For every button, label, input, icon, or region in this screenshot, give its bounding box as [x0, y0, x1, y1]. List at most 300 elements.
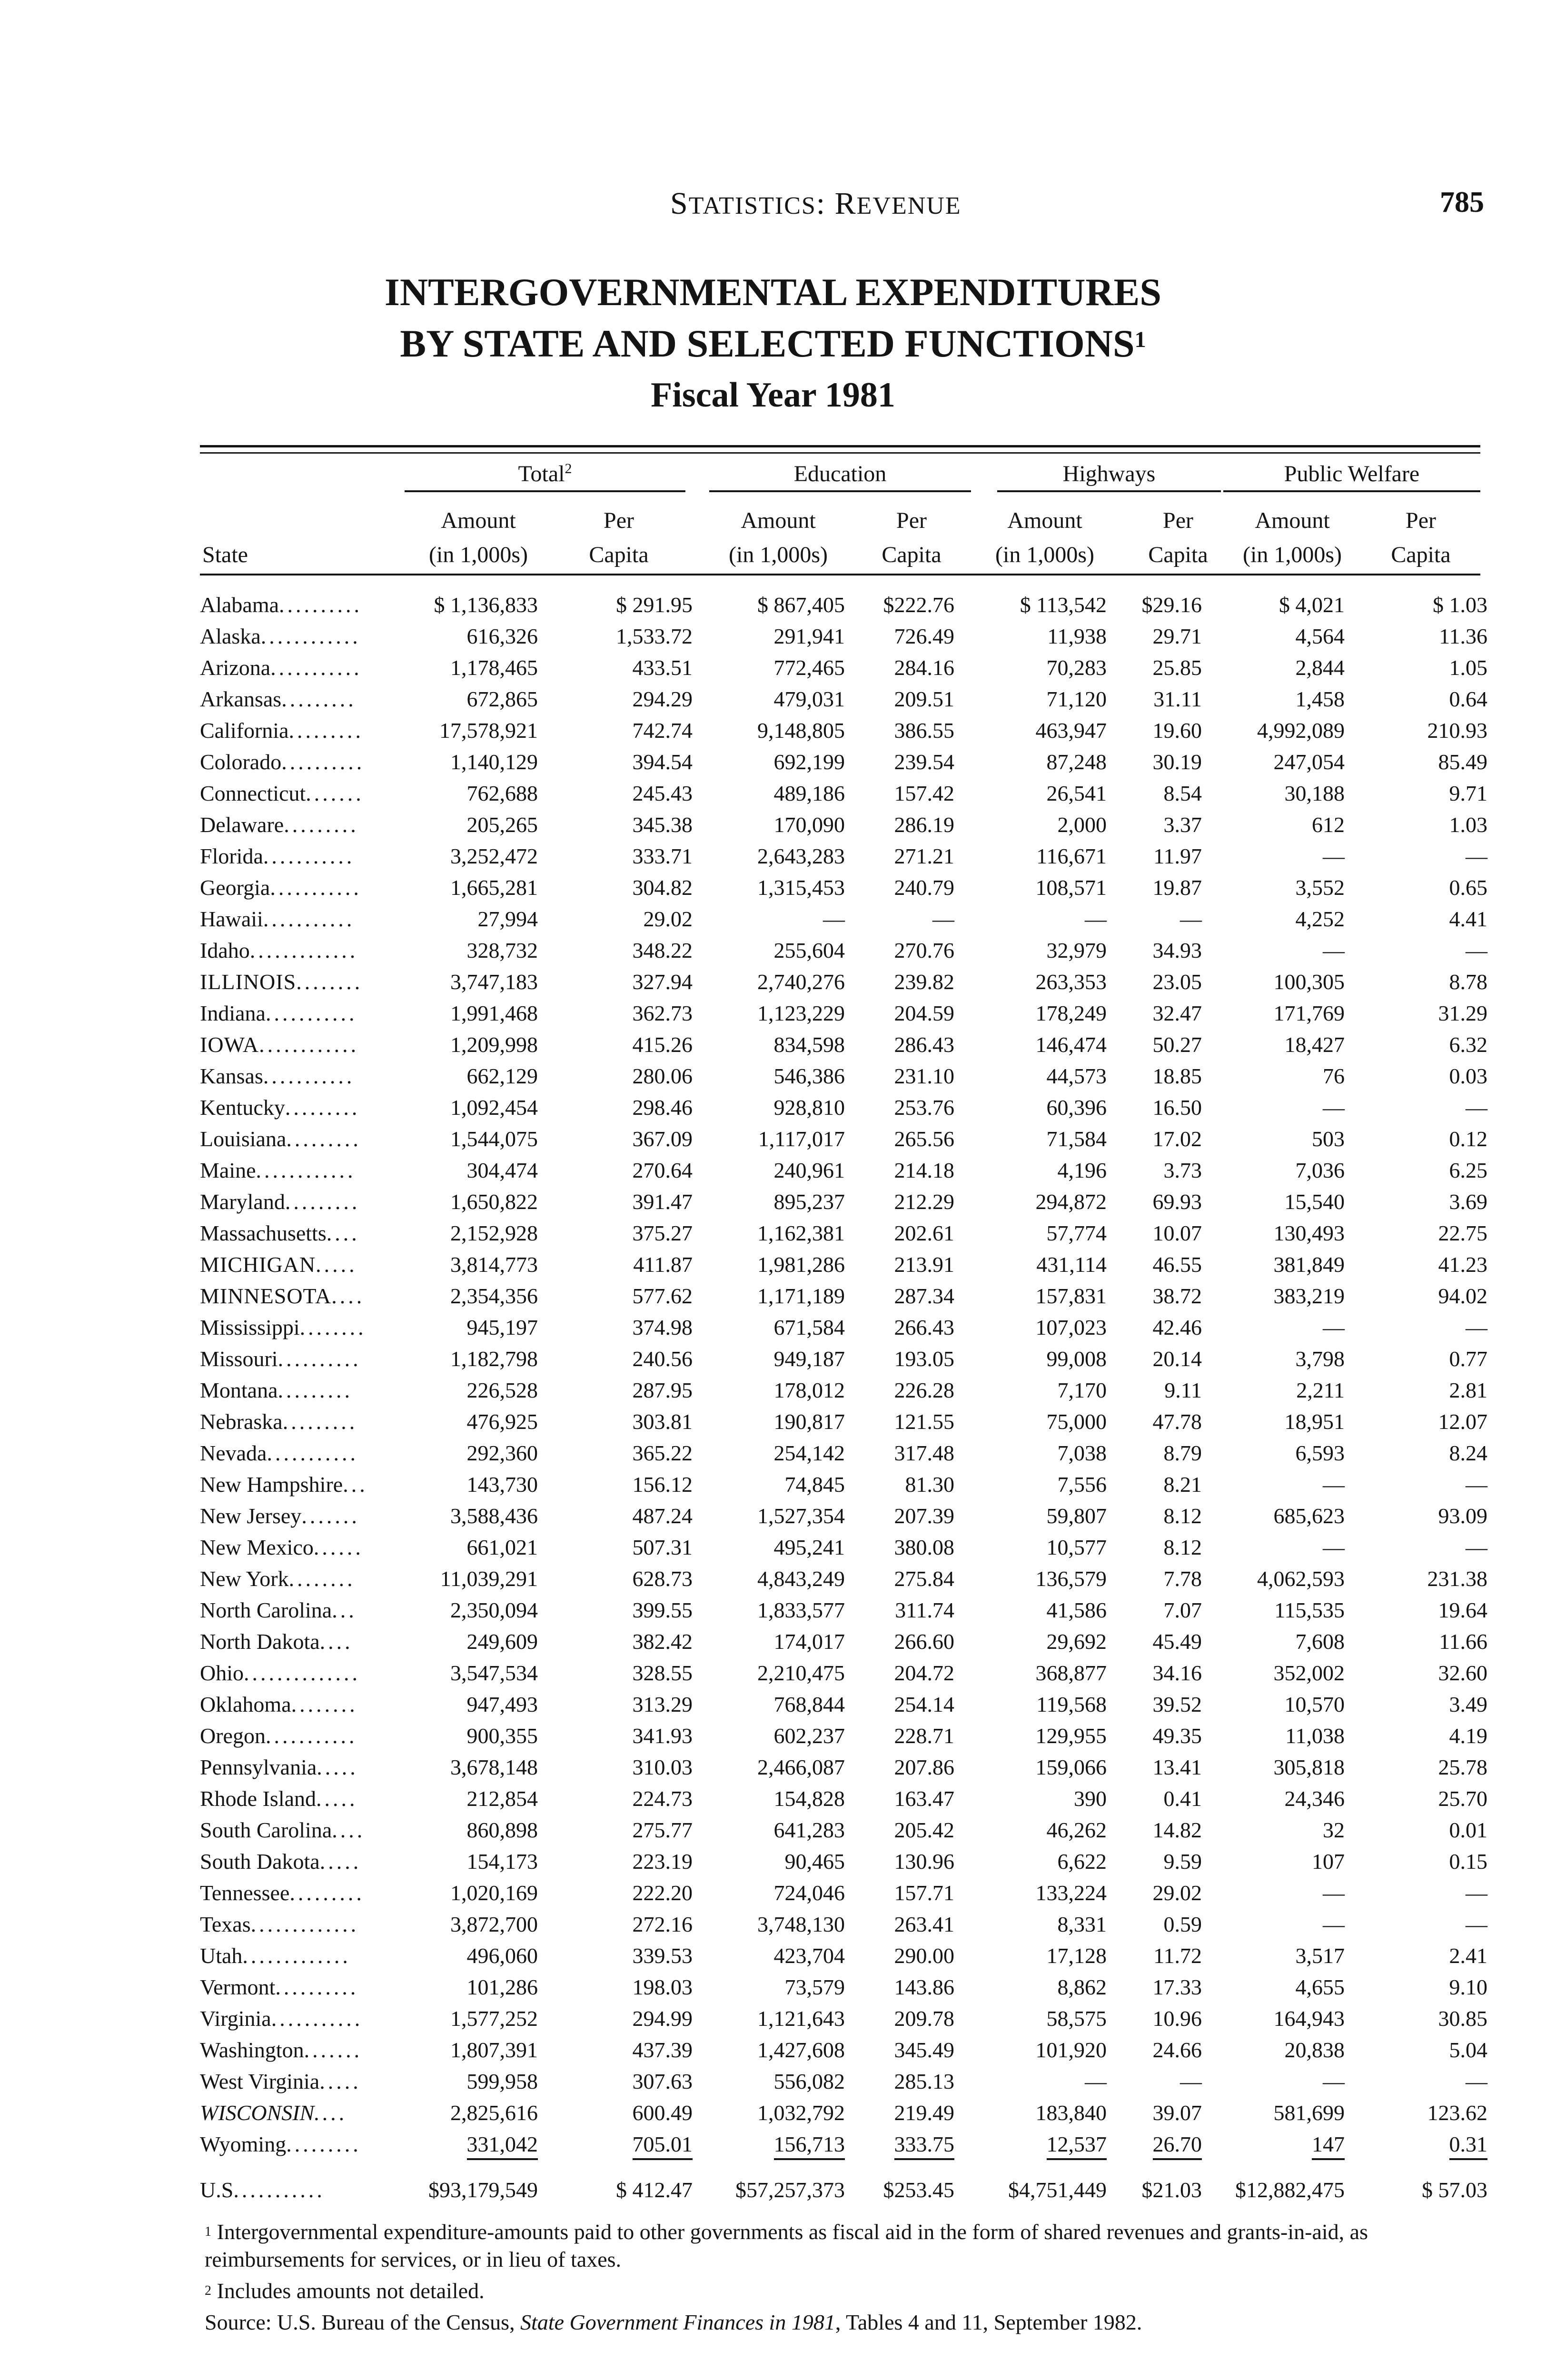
cell-hwy: 11,938: [1047, 624, 1107, 648]
cell-total: 1,178,465: [450, 655, 538, 680]
state-name: Connecticut.......: [200, 781, 364, 805]
footnotes: [205, 2218, 1490, 2340]
cell-hwy: 119,568: [1036, 1692, 1107, 1716]
state-name: WISCONSIN....: [200, 2101, 348, 2125]
cell-edu: 602,237: [773, 1724, 845, 1748]
cell-edu: 1,427,608: [757, 2038, 845, 2062]
table-row: [200, 1375, 1487, 1406]
cell-total-pc: 382.42: [632, 1629, 693, 1654]
state-name: Utah.............: [200, 1944, 351, 1968]
cell-total-pc: 362.73: [632, 1001, 693, 1025]
cell-wel-pc: —: [1466, 2069, 1487, 2093]
cell-total-pc: 600.49: [632, 2101, 693, 2125]
cell-wel: 6,593: [1295, 1441, 1345, 1465]
cell-hwy: 390: [1074, 1786, 1107, 1811]
cell-wel: 76: [1323, 1064, 1345, 1088]
cell-wel-pc: 30.85: [1438, 2006, 1487, 2031]
cell-total: 1,092,454: [450, 1095, 538, 1120]
cell-edu: 74,845: [784, 1472, 845, 1497]
table-row: [200, 2034, 1487, 2066]
table-row: [200, 935, 1487, 966]
cell-edu: 1,162,381: [757, 1221, 845, 1245]
cell-total-pc: 333.71: [632, 844, 693, 868]
table-row: [200, 1783, 1487, 1815]
cell-total-pc: 313.29: [632, 1692, 693, 1716]
cell-hwy-pc: 9.59: [1163, 1849, 1202, 1874]
cell-edu-pc: 81.30: [905, 1472, 954, 1497]
cell-edu: $ 867,405: [757, 593, 845, 617]
cell-wel-pc: —: [1466, 938, 1487, 962]
cell-total-pc: 224.73: [632, 1786, 693, 1811]
table-row: [200, 1595, 1487, 1626]
cell-wel-pc: —: [1466, 1095, 1487, 1120]
cell-edu: 546,386: [773, 1064, 845, 1088]
cell-wel: 381,849: [1273, 1252, 1345, 1277]
cell-total-pc: 437.39: [632, 2038, 693, 2062]
cell-hwy-pc: 25.85: [1152, 655, 1202, 680]
table-row: [200, 809, 1487, 841]
cell-edu-pc: 286.19: [894, 813, 954, 837]
cell-edu: 479,031: [773, 687, 845, 711]
cell-wel: 24,346: [1284, 1786, 1345, 1811]
cell-total: 476,925: [466, 1409, 538, 1434]
cell-total-pc: $ 412.47: [616, 2178, 693, 2202]
cell-hwy-pc: 49.35: [1152, 1724, 1202, 1748]
group-heading-2: Highways: [1062, 461, 1156, 486]
state-name: Ohio..............: [200, 1661, 360, 1685]
column-heading-amount-6: Amount (in 1,000s): [1243, 508, 1342, 567]
cell-edu-pc: 212.29: [894, 1190, 954, 1214]
cell-total: 599,958: [466, 2069, 538, 2093]
state-name: Washington.......: [200, 2038, 363, 2062]
cell-wel: 15,540: [1284, 1190, 1345, 1214]
cell-wel: 1,458: [1295, 687, 1345, 711]
table-row: [200, 841, 1487, 872]
column-heading-per-3: Per Capita: [882, 508, 941, 567]
cell-total: 496,060: [466, 1944, 538, 1968]
cell-hwy: 7,038: [1057, 1441, 1107, 1465]
cell-hwy-pc: 8.79: [1163, 1441, 1202, 1465]
table-row: [200, 2003, 1487, 2034]
state-name: Nevada...........: [200, 1441, 358, 1465]
cell-edu-pc: 726.49: [894, 624, 954, 648]
cell-total: 1,577,252: [450, 2006, 538, 2031]
table-row: [200, 1815, 1487, 1846]
cell-wel-pc: 31.29: [1438, 1001, 1487, 1025]
cell-wel: 4,655: [1295, 1975, 1345, 1999]
cell-hwy: 108,571: [1035, 875, 1107, 900]
cell-edu: 254,142: [773, 1441, 845, 1465]
cell-hwy: 107,023: [1035, 1315, 1107, 1339]
group-heading-1: Education: [793, 461, 887, 486]
cell-wel: 171,769: [1273, 1001, 1345, 1025]
cell-edu: 768,844: [773, 1692, 845, 1716]
state-name: Idaho.............: [200, 938, 358, 962]
cell-hwy-pc: 9.11: [1164, 1378, 1202, 1402]
cell-hwy-pc: 7.07: [1163, 1598, 1202, 1622]
top-rule-2: [200, 452, 1480, 454]
table-row: [200, 1689, 1487, 1720]
cell-wel: 164,943: [1273, 2006, 1345, 2031]
cell-hwy-pc: 8.54: [1163, 781, 1202, 805]
cell-hwy: 26,541: [1046, 781, 1107, 805]
cell-total: $93,179,549: [428, 2178, 538, 2202]
cell-total: 1,991,468: [450, 1001, 538, 1025]
cell-total: 762,688: [466, 781, 538, 805]
cell-total-pc: 415.26: [632, 1032, 693, 1057]
cell-total: 1,140,129: [450, 750, 538, 774]
cell-hwy: 46,262: [1046, 1818, 1107, 1842]
cell-hwy: $ 113,542: [1020, 593, 1107, 617]
cell-hwy: 8,862: [1057, 1975, 1107, 1999]
cell-hwy-pc: 3.37: [1163, 813, 1202, 837]
cell-wel-pc: 2.81: [1449, 1378, 1487, 1402]
cell-total: 1,182,798: [450, 1347, 538, 1371]
cell-edu-pc: 333.75: [845, 2129, 954, 2160]
state-name: Nebraska.........: [200, 1409, 358, 1434]
cell-total-pc: 270.64: [632, 1158, 693, 1182]
cell-total: 661,021: [466, 1535, 538, 1559]
cell-wel: 4,564: [1295, 624, 1345, 648]
table-row: [200, 1406, 1487, 1438]
cell-hwy: 8,331: [1057, 1912, 1107, 1936]
cell-edu: 291,941: [773, 624, 845, 648]
table-row: [200, 1626, 1487, 1657]
table-row: [200, 998, 1487, 1029]
cell-wel-pc: 19.64: [1438, 1598, 1487, 1622]
cell-wel: 7,036: [1295, 1158, 1345, 1182]
cell-wel-pc: 2.41: [1449, 1944, 1487, 1968]
cell-wel-pc: 94.02: [1438, 1284, 1487, 1308]
cell-edu-pc: 266.60: [894, 1629, 954, 1654]
state-name: MINNESOTA....: [200, 1284, 365, 1308]
cell-wel-pc: 4.19: [1449, 1724, 1487, 1748]
cell-wel: —: [1323, 844, 1345, 868]
cell-wel: 3,552: [1295, 875, 1345, 900]
cell-edu-pc: 287.34: [894, 1284, 954, 1308]
state-name: Georgia...........: [200, 875, 362, 900]
cell-total: 17,578,921: [439, 718, 538, 743]
cell-wel: 4,252: [1295, 907, 1345, 931]
table-row: [200, 1657, 1487, 1689]
cell-total: 1,544,075: [450, 1127, 538, 1151]
cell-hwy-pc: 32.47: [1152, 1001, 1202, 1025]
cell-wel-pc: 5.04: [1449, 2038, 1487, 2062]
cell-edu-pc: 204.59: [894, 1001, 954, 1025]
cell-edu: 692,199: [773, 750, 845, 774]
cell-total-pc: 29.02: [643, 907, 693, 931]
cell-total-pc: 298.46: [632, 1095, 693, 1120]
cell-total: 3,588,436: [450, 1504, 538, 1528]
cell-edu: 489,186: [773, 781, 845, 805]
cell-edu: 3,748,130: [757, 1912, 845, 1936]
cell-total-pc: 367.09: [632, 1127, 693, 1151]
cell-edu: 90,465: [784, 1849, 845, 1874]
cell-wel: 247,054: [1273, 750, 1345, 774]
cell-total-pc: 628.73: [632, 1567, 693, 1591]
cell-total-pc: 577.62: [632, 1284, 693, 1308]
cell-hwy-pc: 69.93: [1152, 1190, 1202, 1214]
cell-wel: 32: [1323, 1818, 1345, 1842]
cell-total-pc: 287.95: [632, 1378, 693, 1402]
cell-hwy-pc: 10.96: [1152, 2006, 1202, 2031]
cell-edu: 154,828: [773, 1786, 845, 1811]
table-row: [200, 778, 1487, 809]
table-row: [200, 1061, 1487, 1092]
cell-total-pc: 507.31: [632, 1535, 693, 1559]
cell-total-pc: 327.94: [632, 970, 693, 994]
cell-edu: 170,090: [773, 813, 845, 837]
cell-edu-pc: 311.74: [895, 1598, 954, 1622]
cell-edu: 1,117,017: [758, 1127, 845, 1151]
cell-total: 328,732: [466, 938, 538, 962]
cell-edu-pc: 121.55: [894, 1409, 954, 1434]
cell-wel: —: [1323, 1912, 1345, 1936]
cell-wel-pc: 0.31: [1345, 2129, 1487, 2160]
cell-edu-pc: 290.00: [894, 1944, 954, 1968]
cell-hwy: 17,128: [1046, 1944, 1107, 1968]
cell-hwy: 87,248: [1046, 750, 1107, 774]
table-row: [200, 1092, 1487, 1123]
cell-total: 616,326: [466, 624, 538, 648]
cell-hwy-pc: 42.46: [1152, 1315, 1202, 1339]
cell-hwy: 70,283: [1046, 655, 1107, 680]
cell-total-pc: 391.47: [632, 1190, 693, 1214]
cell-hwy-pc: 3.73: [1163, 1158, 1202, 1182]
state-name: Oklahoma........: [200, 1692, 358, 1716]
cell-wel: 130,493: [1273, 1221, 1345, 1245]
state-name: Delaware.........: [200, 813, 359, 837]
cell-edu-pc: 209.51: [894, 687, 954, 711]
column-heading-per-7: Per Capita: [1391, 508, 1451, 567]
cell-wel-pc: $ 1.03: [1433, 593, 1487, 617]
cell-total: 331,042: [409, 2129, 538, 2160]
cell-wel-pc: 3.49: [1449, 1692, 1487, 1716]
cell-total-pc: 742.74: [632, 718, 693, 743]
state-name: West Virginia.....: [200, 2069, 361, 2093]
cell-edu-pc: 163.47: [894, 1786, 954, 1811]
cell-wel-pc: 3.69: [1449, 1190, 1487, 1214]
cell-wel-pc: 210.93: [1427, 718, 1487, 743]
cell-total-pc: 374.98: [632, 1315, 693, 1339]
cell-total-pc: 294.99: [632, 2006, 693, 2031]
cell-hwy-pc: 19.87: [1152, 875, 1202, 900]
cell-hwy-pc: 8.21: [1163, 1472, 1202, 1497]
cell-wel-pc: 1.03: [1449, 813, 1487, 837]
table-row: [200, 1438, 1487, 1469]
cell-wel: 7,608: [1295, 1629, 1345, 1654]
group-heading-0: Total$^2$: [518, 461, 572, 486]
cell-hwy-pc: 16.50: [1152, 1095, 1202, 1120]
state-name: Maryland.........: [200, 1190, 360, 1214]
cell-hwy-pc: 0.59: [1163, 1912, 1202, 1936]
cell-wel-pc: 0.12: [1449, 1127, 1487, 1151]
cell-wel: 503: [1312, 1127, 1345, 1151]
state-name: Hawaii...........: [200, 907, 355, 931]
cell-wel-pc: 8.24: [1449, 1441, 1487, 1465]
cell-hwy: 29,692: [1046, 1629, 1107, 1654]
table-row: [200, 715, 1487, 746]
cell-wel-pc: —: [1466, 1535, 1487, 1559]
cell-edu-pc: 157.71: [894, 1881, 954, 1905]
cell-hwy-pc: 19.60: [1152, 718, 1202, 743]
cell-total: 1,020,169: [450, 1881, 538, 1905]
state-name: Maine............: [200, 1158, 356, 1182]
cell-wel-pc: 0.77: [1449, 1347, 1487, 1371]
cell-total: 1,209,998: [450, 1032, 538, 1057]
cell-edu: 556,082: [773, 2069, 845, 2093]
cell-total: 154,173: [466, 1849, 538, 1874]
cell-wel: $ 4,021: [1279, 593, 1345, 617]
cell-total: 212,854: [466, 1786, 538, 1811]
cell-hwy: 368,877: [1035, 1661, 1107, 1685]
cell-wel: —: [1323, 1095, 1345, 1120]
cell-edu-pc: 239.82: [894, 970, 954, 994]
cell-total: 945,197: [466, 1315, 538, 1339]
table-row: [200, 1343, 1487, 1375]
cell-hwy: 116,671: [1036, 844, 1107, 868]
cell-hwy-pc: $29.16: [1141, 593, 1202, 617]
state-name: U.S...........: [200, 2178, 325, 2202]
cell-edu-pc: 239.54: [894, 750, 954, 774]
state-name: Rhode Island.....: [200, 1786, 358, 1811]
cell-hwy: 263,353: [1035, 970, 1107, 994]
cell-total-pc: 365.22: [632, 1441, 693, 1465]
cell-wel-pc: 11.36: [1439, 624, 1487, 648]
title-line-3: Fiscal Year 1981: [651, 376, 895, 415]
cell-hwy-pc: 11.97: [1153, 844, 1202, 868]
cell-edu-pc: 254.14: [894, 1692, 954, 1716]
table-row: [200, 621, 1487, 652]
cell-total: 292,360: [466, 1441, 538, 1465]
cell-total-pc: 399.55: [632, 1598, 693, 1622]
cell-total: 3,547,534: [450, 1661, 538, 1685]
cell-hwy-pc: 47.78: [1152, 1409, 1202, 1434]
cell-total: 860,898: [466, 1818, 538, 1842]
cell-total: 226,528: [466, 1378, 538, 1402]
state-name: New Jersey.......: [200, 1504, 360, 1528]
state-name: South Dakota.....: [200, 1849, 362, 1874]
column-heading-per-1: Per Capita: [589, 508, 649, 567]
cell-hwy-pc: 17.02: [1152, 1127, 1202, 1151]
cell-edu: 255,604: [773, 938, 845, 962]
table-row: [200, 1500, 1487, 1532]
cell-hwy: 75,000: [1046, 1409, 1107, 1434]
cell-edu-pc: 214.18: [894, 1158, 954, 1182]
cell-hwy: 294,872: [1035, 1190, 1107, 1214]
state-name: New Mexico......: [200, 1535, 364, 1559]
cell-total-pc: 433.51: [632, 655, 693, 680]
cell-edu-pc: 271.21: [894, 844, 954, 868]
cell-total: 1,665,281: [450, 875, 538, 900]
cell-wel: —: [1323, 1535, 1345, 1559]
cell-edu: 2,466,087: [757, 1755, 845, 1779]
cell-wel-pc: 41.23: [1438, 1252, 1487, 1277]
cell-total-pc: 223.19: [632, 1849, 693, 1874]
cell-total: 672,865: [466, 687, 538, 711]
cell-hwy-pc: 24.66: [1152, 2038, 1202, 2062]
cell-edu: 1,121,643: [757, 2006, 845, 2031]
cell-edu: 1,171,189: [757, 1284, 845, 1308]
cell-hwy-pc: 18.85: [1152, 1064, 1202, 1088]
cell-hwy-pc: 39.07: [1152, 2101, 1202, 2125]
cell-total-pc: 222.20: [632, 1881, 693, 1905]
cell-edu-pc: 202.61: [894, 1221, 954, 1245]
state-name: Alaska............: [200, 624, 361, 648]
cell-wel: 11,038: [1285, 1724, 1345, 1748]
cell-total: 3,678,148: [450, 1755, 538, 1779]
cell-edu-pc: 157.42: [894, 781, 954, 805]
cell-total-pc: 280.06: [632, 1064, 693, 1088]
cell-hwy-pc: 10.07: [1152, 1221, 1202, 1245]
cell-hwy-pc: —: [1180, 2069, 1202, 2093]
state-name: North Carolina...: [200, 1598, 357, 1622]
cell-hwy: 7,556: [1057, 1472, 1107, 1497]
cell-total-pc: 345.38: [632, 813, 693, 837]
cell-hwy: 136,579: [1035, 1567, 1107, 1591]
cell-edu: 1,833,577: [757, 1598, 845, 1622]
cell-wel: 115,535: [1274, 1598, 1345, 1622]
state-name: Virginia...........: [200, 2006, 363, 2031]
table-row: [200, 1186, 1487, 1218]
cell-total: 143,730: [466, 1472, 538, 1497]
state-name: Kansas...........: [200, 1064, 355, 1088]
state-name: MICHIGAN.....: [200, 1252, 357, 1277]
cell-hwy: 431,114: [1036, 1252, 1107, 1277]
cell-wel-pc: 93.09: [1438, 1504, 1487, 1528]
state-name: Vermont..........: [200, 1975, 359, 1999]
cell-edu-pc: 253.76: [894, 1095, 954, 1120]
state-name: Indiana...........: [200, 1001, 357, 1025]
cell-wel: —: [1323, 1881, 1345, 1905]
cell-hwy-pc: 38.72: [1152, 1284, 1202, 1308]
cell-hwy-pc: —: [1180, 907, 1202, 931]
table-row: [200, 1280, 1487, 1312]
cell-edu-pc: 286.43: [894, 1032, 954, 1057]
cell-edu: 772,465: [773, 655, 845, 680]
cell-total-pc: 487.24: [632, 1504, 693, 1528]
cell-total: 3,747,183: [450, 970, 538, 994]
cell-total: 304,474: [466, 1158, 538, 1182]
state-name: Alabama..........: [200, 593, 363, 617]
cell-hwy-pc: 29.02: [1152, 1881, 1202, 1905]
cell-hwy-pc: 30.19: [1152, 750, 1202, 774]
table-row: [200, 1720, 1487, 1752]
state-name: California.........: [200, 718, 364, 743]
cell-total-pc: 198.03: [632, 1975, 693, 1999]
cell-wel-pc: 6.25: [1449, 1158, 1487, 1182]
cell-wel-pc: 4.41: [1449, 907, 1487, 931]
cell-edu: 724,046: [773, 1881, 845, 1905]
cell-hwy-pc: 20.14: [1152, 1347, 1202, 1371]
table-row: [200, 1218, 1487, 1249]
table-row: [200, 2129, 1487, 2160]
cell-total-pc: 394.54: [632, 750, 693, 774]
cell-edu: 423,704: [773, 1944, 845, 1968]
cell-total-pc: 275.77: [632, 1818, 693, 1842]
top-rule: [200, 445, 1480, 447]
cell-wel-pc: 0.03: [1449, 1064, 1487, 1088]
cell-total-pc: 411.87: [633, 1252, 693, 1277]
cell-wel: 107: [1312, 1849, 1345, 1874]
cell-edu: 1,032,792: [757, 2101, 845, 2125]
cell-edu: 156,713: [693, 2129, 845, 2160]
cell-edu-pc: 130.96: [894, 1849, 954, 1874]
cell-hwy: 58,575: [1046, 2006, 1107, 2031]
state-name: Colorado..........: [200, 750, 365, 774]
cell-edu: 1,981,286: [757, 1252, 845, 1277]
table-row: [200, 872, 1487, 903]
